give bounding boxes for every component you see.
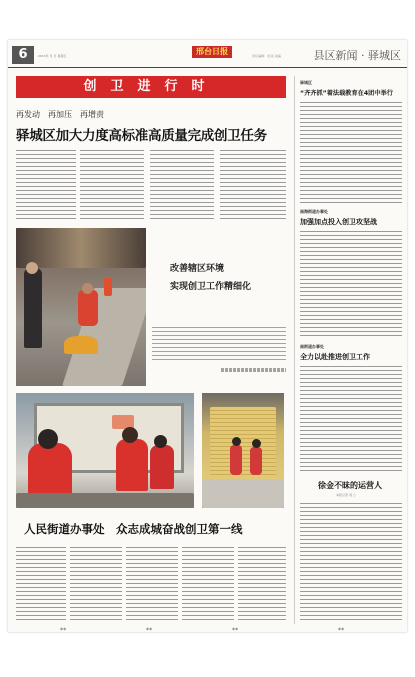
photo-credit [220,368,286,372]
editor-line: 责任编辑：刘 版 美编 [252,54,281,58]
page-footer [8,626,407,632]
header-rule [8,67,407,68]
second-article-col-5 [238,545,286,621]
article1-headline: “齐齐抓”着法载教育在4团中举行 [300,90,393,97]
article3-headline: 全力以赴推进创卫工作 [300,353,370,361]
article1-tag: 驿城区 [300,80,312,85]
lead-headline: 驿城区加大力度高标准高质量完成创卫任务 [16,128,267,144]
topic-banner [16,76,286,98]
article4-headline: 徐金不昧的运营人 [318,480,382,490]
second-article-col-1 [16,545,66,621]
page-number: 6 [12,46,34,64]
lead-article-col-2 [80,148,144,222]
shopfront-photo [202,393,284,508]
photo-caption-line2: 实现创卫工作精细化 [170,282,252,292]
article4-text [300,501,402,621]
footer-mark: ◆◆ [232,626,239,631]
footer-mark: ◆◆ [60,626,67,631]
lead-article-col-1 [16,148,76,222]
second-headline: 人民街道办事处 众志成城奋战创卫第一线 [24,522,243,536]
lead-kicker: 再发动 再加压 再增责 [16,110,104,119]
lead-article-col-4 [220,148,286,222]
page-header [8,44,407,66]
article1-text [300,100,402,204]
article4-author: 本报记者 刘 兰 [336,493,356,497]
second-article-col-4 [182,545,234,621]
article2-text [300,229,402,339]
footer-mark: ◆◆ [338,626,345,631]
article2-headline: 加强加点投入创卫攻坚战 [300,218,377,226]
footer-mark: ◆◆ [146,626,153,631]
second-article-col-2 [70,545,122,621]
article2-tag: 南海街道办事处 [300,209,328,214]
banner-title: 创卫进行时 [83,79,219,94]
masthead-logo: 邢台日报 [192,46,232,58]
article3-text [300,364,402,474]
street-cleaning-photo [16,228,146,386]
second-article-col-3 [126,545,178,621]
section-title: 县区新闻 · 驿城区 [313,49,401,62]
lead-article-col-3 [150,148,214,222]
issue-date: 2013年 月 日 星期五 [38,54,67,58]
volunteers-board-photo [16,393,194,508]
article3-tag: 南街道办事处 [300,344,324,349]
photo-caption-line1: 改善辖区环境 [170,264,225,274]
photo-story-text [152,325,286,363]
column-divider [294,76,295,624]
